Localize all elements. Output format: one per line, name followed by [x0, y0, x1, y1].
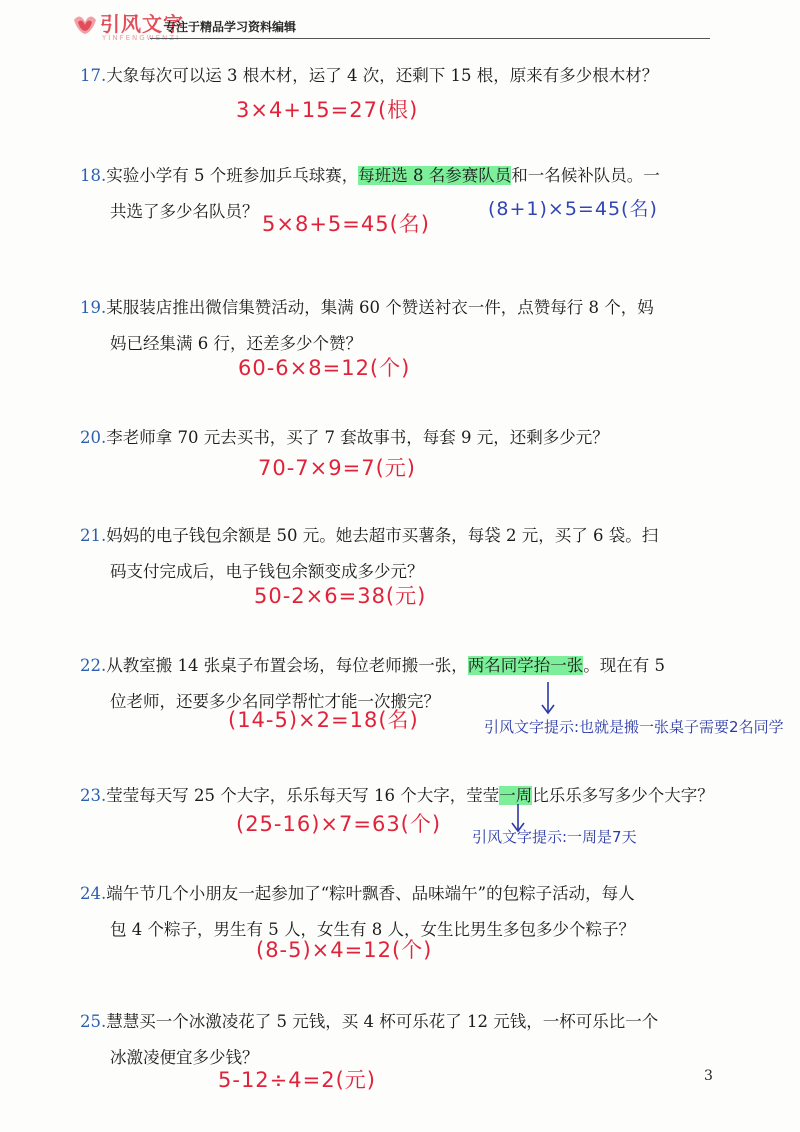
- question-text-line2: 共选了多少名队员？: [110, 202, 259, 221]
- question-text: 和一名候补队员。一: [511, 166, 660, 185]
- question-text-line2: 位老师，还要多少名同学帮忙才能一次搬完？: [110, 692, 440, 711]
- page-header: [72, 8, 712, 42]
- question-number: 24.: [80, 884, 107, 903]
- question-text: 大象每次可以运 3 根木材，运了 4 次，还剩下 15 根，原来有多少根木材？: [106, 66, 659, 85]
- handwritten-correction: (8+1)×5=45(名): [488, 198, 658, 220]
- page-number: 3: [704, 1068, 713, 1084]
- question-17: [80, 58, 720, 94]
- brand-name: 引风文字: [100, 12, 184, 36]
- brand-logo-icon: [72, 10, 98, 36]
- brand-subtitle: YINFENGWENZI: [102, 34, 181, 42]
- question-text: 李老师拿 70 元去买书，买了 7 套故事书，每套 9 元，还剩多少元？: [106, 428, 609, 447]
- question-number: 20.: [80, 428, 107, 447]
- question-text-line2: 冰激凌便宜多少钱？: [110, 1048, 259, 1067]
- question-text: 慧慧买一个冰激凌花了 5 元钱，买 4 杯可乐花了 12 元钱，一杯可乐比一个: [106, 1012, 659, 1031]
- question-text: 。现在有 5: [583, 656, 665, 675]
- question-number: 23.: [80, 786, 107, 805]
- handwritten-answer: (14-5)×2=18(名): [228, 708, 419, 732]
- question-text: 比乐乐多写多少个大字？: [532, 786, 714, 805]
- handwritten-hint: 引风文字提示:也就是搬一张桌子需要2名同学: [484, 718, 784, 736]
- highlighted-text: 一周: [499, 786, 533, 805]
- question-number: 17.: [80, 66, 107, 85]
- question-20: [80, 420, 720, 456]
- question-text-line2: 码支付完成后，电子钱包余额变成多少元？: [110, 562, 424, 581]
- handwritten-answer: 5×8+5=45(名): [262, 212, 430, 236]
- header-tagline: 专注于精品学习资料编辑: [164, 20, 297, 34]
- arrow-down-icon: [538, 680, 558, 716]
- question-text: 实验小学有 5 个班参加乒乓球赛，: [106, 166, 359, 185]
- handwritten-answer: 50-2×6=38(元): [254, 584, 427, 608]
- header-divider: [150, 38, 710, 39]
- question-text: 某服装店推出微信集赞活动，集满 60 个赞送衬衣一件，点赞每行 8 个，妈: [106, 298, 654, 317]
- question-number: 25.: [80, 1012, 107, 1031]
- handwritten-answer: (25-16)×7=63(个): [236, 812, 442, 836]
- question-text: 莹莹每天写 25 个大字，乐乐每天写 16 个大字，莹莹: [106, 786, 500, 805]
- question-number: 21.: [80, 526, 107, 545]
- question-text: 妈妈的电子钱包余额是 50 元。她去超市买薯条，每袋 2 元，买了 6 袋。扫: [106, 526, 659, 545]
- question-25: [80, 1004, 720, 1076]
- question-number: 22.: [80, 656, 107, 675]
- handwritten-answer: (8-5)×4=12(个): [256, 938, 433, 962]
- question-number: 18.: [80, 166, 107, 185]
- question-text: 从教室搬 14 张桌子布置会场，每位老师搬一张，: [106, 656, 468, 675]
- handwritten-answer: 60-6×8=12(个): [238, 356, 411, 380]
- question-text-line2: 妈已经集满 6 行，还差多少个赞？: [110, 334, 362, 353]
- handwritten-answer: 70-7×9=7(元): [258, 456, 416, 480]
- question-text-line2: 包 4 个粽子，男生有 5 人，女生有 8 人，女生比男生多包多少个粽子？: [110, 920, 635, 939]
- highlighted-text: 每班选 8 名参赛队员: [358, 166, 512, 185]
- handwritten-answer: 3×4+15=27(根): [236, 98, 419, 122]
- handwritten-hint: 引风文字提示:一周是7天: [472, 828, 637, 846]
- question-text: 端午节几个小朋友一起参加了“粽叶飘香、品味端午”的包粽子活动，每人: [106, 884, 635, 903]
- handwritten-answer: 5-12÷4=2(元): [218, 1068, 376, 1092]
- highlighted-text: 两名同学抬一张: [467, 656, 584, 675]
- question-number: 19.: [80, 298, 107, 317]
